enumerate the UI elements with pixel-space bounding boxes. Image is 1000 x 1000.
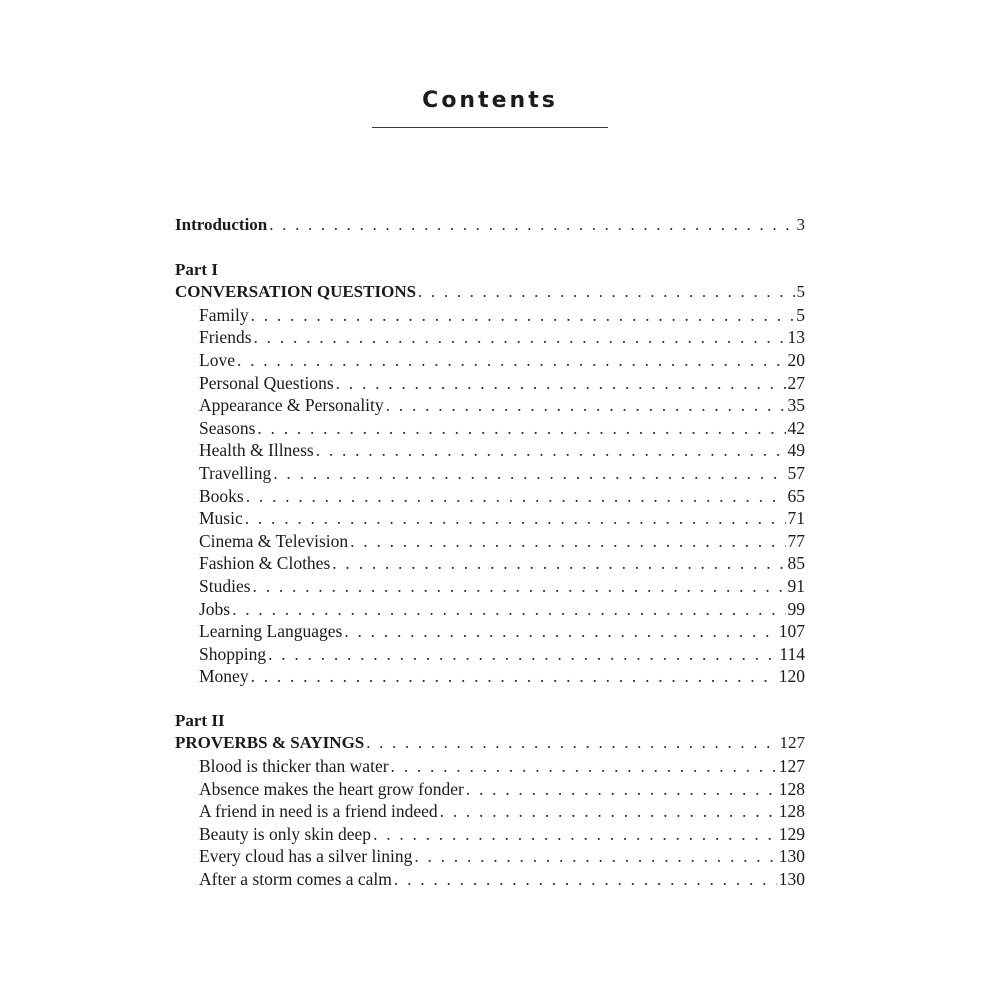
dot-leader [414, 845, 776, 868]
toc-page-number: 35 [787, 395, 805, 416]
toc-entry-label: Family [199, 304, 249, 325]
toc-entry[interactable] [175, 394, 805, 417]
toc-entry-label: A friend in need is a friend indeed [199, 801, 438, 822]
toc-entry-label: Absence makes the heart grow fonder [199, 778, 464, 799]
toc-entry[interactable] [175, 800, 805, 823]
toc-page-number: 120 [778, 666, 805, 687]
toc-entry-label: Books [199, 485, 244, 506]
dot-leader [253, 575, 786, 598]
toc-page-number: 65 [787, 485, 805, 506]
toc-entry[interactable] [175, 349, 805, 372]
dot-leader [254, 326, 786, 349]
toc-page-number: 77 [787, 530, 805, 551]
toc-entry-label: Health & Illness [199, 440, 314, 461]
toc-entry[interactable] [175, 439, 805, 462]
toc-entry-label: Seasons [199, 417, 256, 438]
dot-leader [336, 372, 786, 395]
toc-entry-label: Music [199, 508, 243, 529]
toc-page-number: 129 [778, 823, 805, 844]
toc-entry[interactable] [175, 552, 805, 575]
dot-leader [273, 462, 785, 485]
toc-entry[interactable] [175, 643, 805, 666]
dot-leader [366, 732, 777, 755]
dot-leader [269, 214, 794, 237]
toc-entry-label: Appearance & Personality [199, 395, 384, 416]
dot-leader [418, 281, 794, 304]
toc-entry-label: Friends [199, 327, 252, 348]
toc-entry[interactable] [175, 530, 805, 553]
toc-page-number: 128 [778, 778, 805, 799]
toc-page-number: 5 [796, 304, 805, 325]
toc-entry[interactable] [175, 485, 805, 508]
toc-entry[interactable] [175, 665, 805, 688]
toc-section-label: PROVERBS & SAYINGS [175, 733, 365, 753]
toc-entry[interactable] [175, 778, 805, 801]
dot-leader [373, 823, 777, 846]
toc-entry[interactable] [175, 507, 805, 530]
toc-entry[interactable] [175, 620, 805, 643]
toc-page-number: 42 [787, 417, 805, 438]
toc-page-number: 107 [778, 621, 805, 642]
toc-entry-label: Personal Questions [199, 372, 334, 393]
toc-entry-label: Fashion & Clothes [199, 553, 331, 574]
toc-page-number: 127 [779, 733, 805, 753]
toc-page-number: 27 [787, 372, 805, 393]
toc-page-number: 130 [778, 846, 805, 867]
toc-page-number: 127 [778, 756, 805, 777]
toc-page-number: 91 [787, 575, 805, 596]
dot-leader [440, 800, 777, 823]
toc-page-number: 71 [787, 508, 805, 529]
page-title: Contents [422, 88, 558, 113]
dot-leader [251, 665, 777, 688]
title-underline [372, 127, 608, 128]
toc-entry-label: Travelling [199, 462, 272, 483]
dot-leader [232, 598, 785, 621]
toc-section-proverbs-sayings[interactable] [175, 732, 805, 755]
toc-entry[interactable] [175, 417, 805, 440]
toc-entry-label: Shopping [199, 643, 267, 664]
toc-entry-label: Learning Languages [199, 621, 343, 642]
dot-leader [332, 552, 785, 575]
dot-leader [316, 439, 786, 462]
toc-entry[interactable] [175, 845, 805, 868]
toc-page-number: 99 [787, 598, 805, 619]
dot-leader [386, 394, 786, 417]
toc-page-number: 20 [787, 349, 805, 370]
dot-leader [246, 485, 786, 508]
toc-entry[interactable] [175, 598, 805, 621]
toc-page-number: 114 [779, 643, 805, 664]
toc-page-number: 85 [787, 553, 805, 574]
toc-page-number: 5 [796, 282, 805, 302]
toc-page-number: 49 [787, 440, 805, 461]
part-heading: Part II [175, 710, 225, 730]
dot-leader [350, 530, 785, 553]
toc-entry-label: Jobs [199, 598, 231, 619]
toc-entry[interactable] [175, 823, 805, 846]
dot-leader [391, 755, 777, 778]
toc-entry-label: Love [199, 349, 235, 370]
table-of-contents [175, 214, 805, 891]
toc-entry-label: Beauty is only skin deep [199, 823, 372, 844]
toc-entry[interactable] [175, 755, 805, 778]
toc-entry-label: Studies [199, 575, 251, 596]
dot-leader [344, 620, 776, 643]
dot-leader [394, 868, 777, 891]
toc-page-number: 130 [778, 869, 805, 890]
dot-leader [251, 304, 795, 327]
toc-entry-label: Money [199, 666, 249, 687]
dot-leader [245, 507, 786, 530]
toc-entry[interactable] [175, 868, 805, 891]
part-heading: Part I [175, 259, 218, 279]
toc-entry-label: Introduction [175, 215, 268, 234]
toc-entry[interactable] [175, 304, 805, 327]
toc-page-number: 128 [778, 801, 805, 822]
toc-entry[interactable] [175, 372, 805, 395]
toc-entry[interactable] [175, 462, 805, 485]
toc-entry-label: Blood is thicker than water [199, 756, 389, 777]
dot-leader [268, 643, 777, 666]
dot-leader [237, 349, 786, 372]
toc-entry[interactable] [175, 575, 805, 598]
toc-section-label: CONVERSATION QUESTIONS [175, 282, 417, 302]
toc-page-number: 57 [787, 462, 805, 483]
toc-page-number: 13 [787, 327, 805, 348]
toc-entry-introduction[interactable] [175, 214, 805, 237]
dot-leader [257, 417, 785, 440]
dot-leader [466, 778, 777, 801]
toc-page-number: 3 [796, 215, 805, 234]
toc-entry-label: After a storm comes a calm [199, 869, 392, 890]
toc-section-conversation-questions[interactable] [175, 281, 805, 304]
toc-entry[interactable] [175, 326, 805, 349]
toc-entry-label: Cinema & Television [199, 530, 349, 551]
toc-entry-label: Every cloud has a silver lining [199, 846, 413, 867]
